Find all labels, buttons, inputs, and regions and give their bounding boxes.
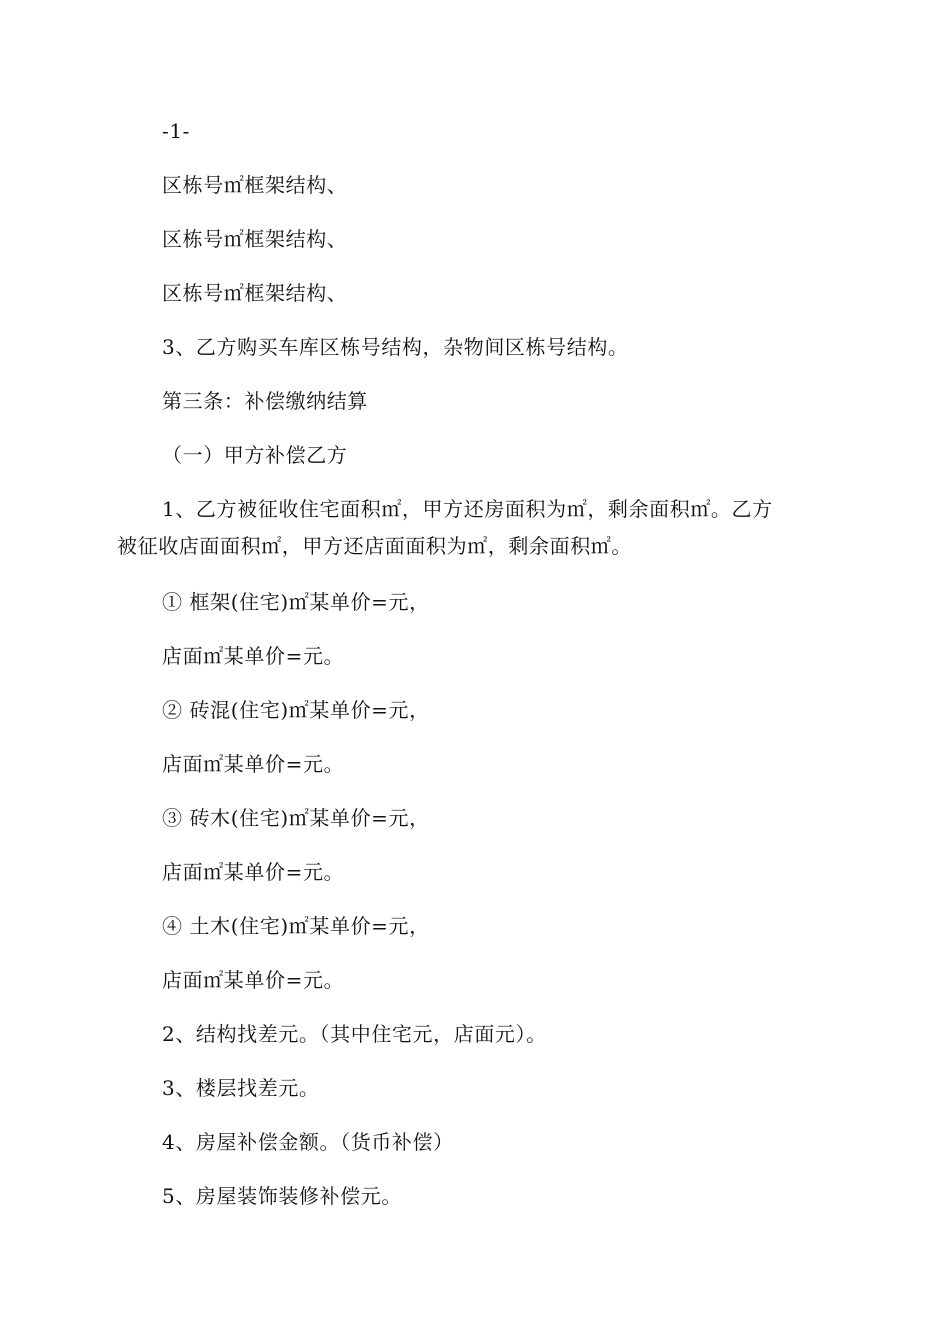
article-heading: 第三条：补偿缴纳结算	[162, 389, 368, 413]
housing-compensation-line: 4、房屋补偿金额。（货币补偿）	[162, 1130, 454, 1154]
area-line-2: 被征收店面面积㎡，甲方还店面面积为㎡，剩余面积㎡。	[117, 534, 632, 558]
decoration-compensation-line: 5、房屋装饰装修补偿元。	[162, 1184, 402, 1208]
shop-price-line-4: 店面㎡某单价=元。	[162, 968, 345, 992]
brick-wood-price-line: ③ 砖木(住宅)㎡某单价=元，	[162, 806, 430, 830]
structure-line-2: 区栋号㎡框架结构、	[162, 227, 348, 251]
shop-price-line-3: 店面㎡某单价=元。	[162, 860, 345, 884]
section-heading: （一）甲方补偿乙方	[162, 443, 348, 467]
page-number: -1-	[162, 119, 191, 143]
earth-wood-price-line: ④ 土木(住宅)㎡某单价=元，	[162, 914, 430, 938]
structure-line-1: 区栋号㎡框架结构、	[162, 173, 348, 197]
floor-difference-line: 3、楼层找差元。	[162, 1076, 320, 1100]
shop-price-line-2: 店面㎡某单价=元。	[162, 752, 345, 776]
garage-storage-line: 3、乙方购买车库区栋号结构，杂物间区栋号结构。	[162, 335, 629, 359]
shop-price-line-1: 店面㎡某单价=元。	[162, 644, 345, 668]
brick-concrete-price-line: ② 砖混(住宅)㎡某单价=元，	[162, 698, 430, 722]
area-line-1: 1、乙方被征收住宅面积㎡，甲方还房面积为㎡，剩余面积㎡。乙方	[162, 497, 773, 521]
structure-line-3: 区栋号㎡框架结构、	[162, 281, 348, 305]
structure-difference-line: 2、结构找差元。（其中住宅元，店面元）。	[162, 1022, 547, 1046]
frame-price-line: ① 框架(住宅)㎡某单价=元，	[162, 590, 430, 614]
